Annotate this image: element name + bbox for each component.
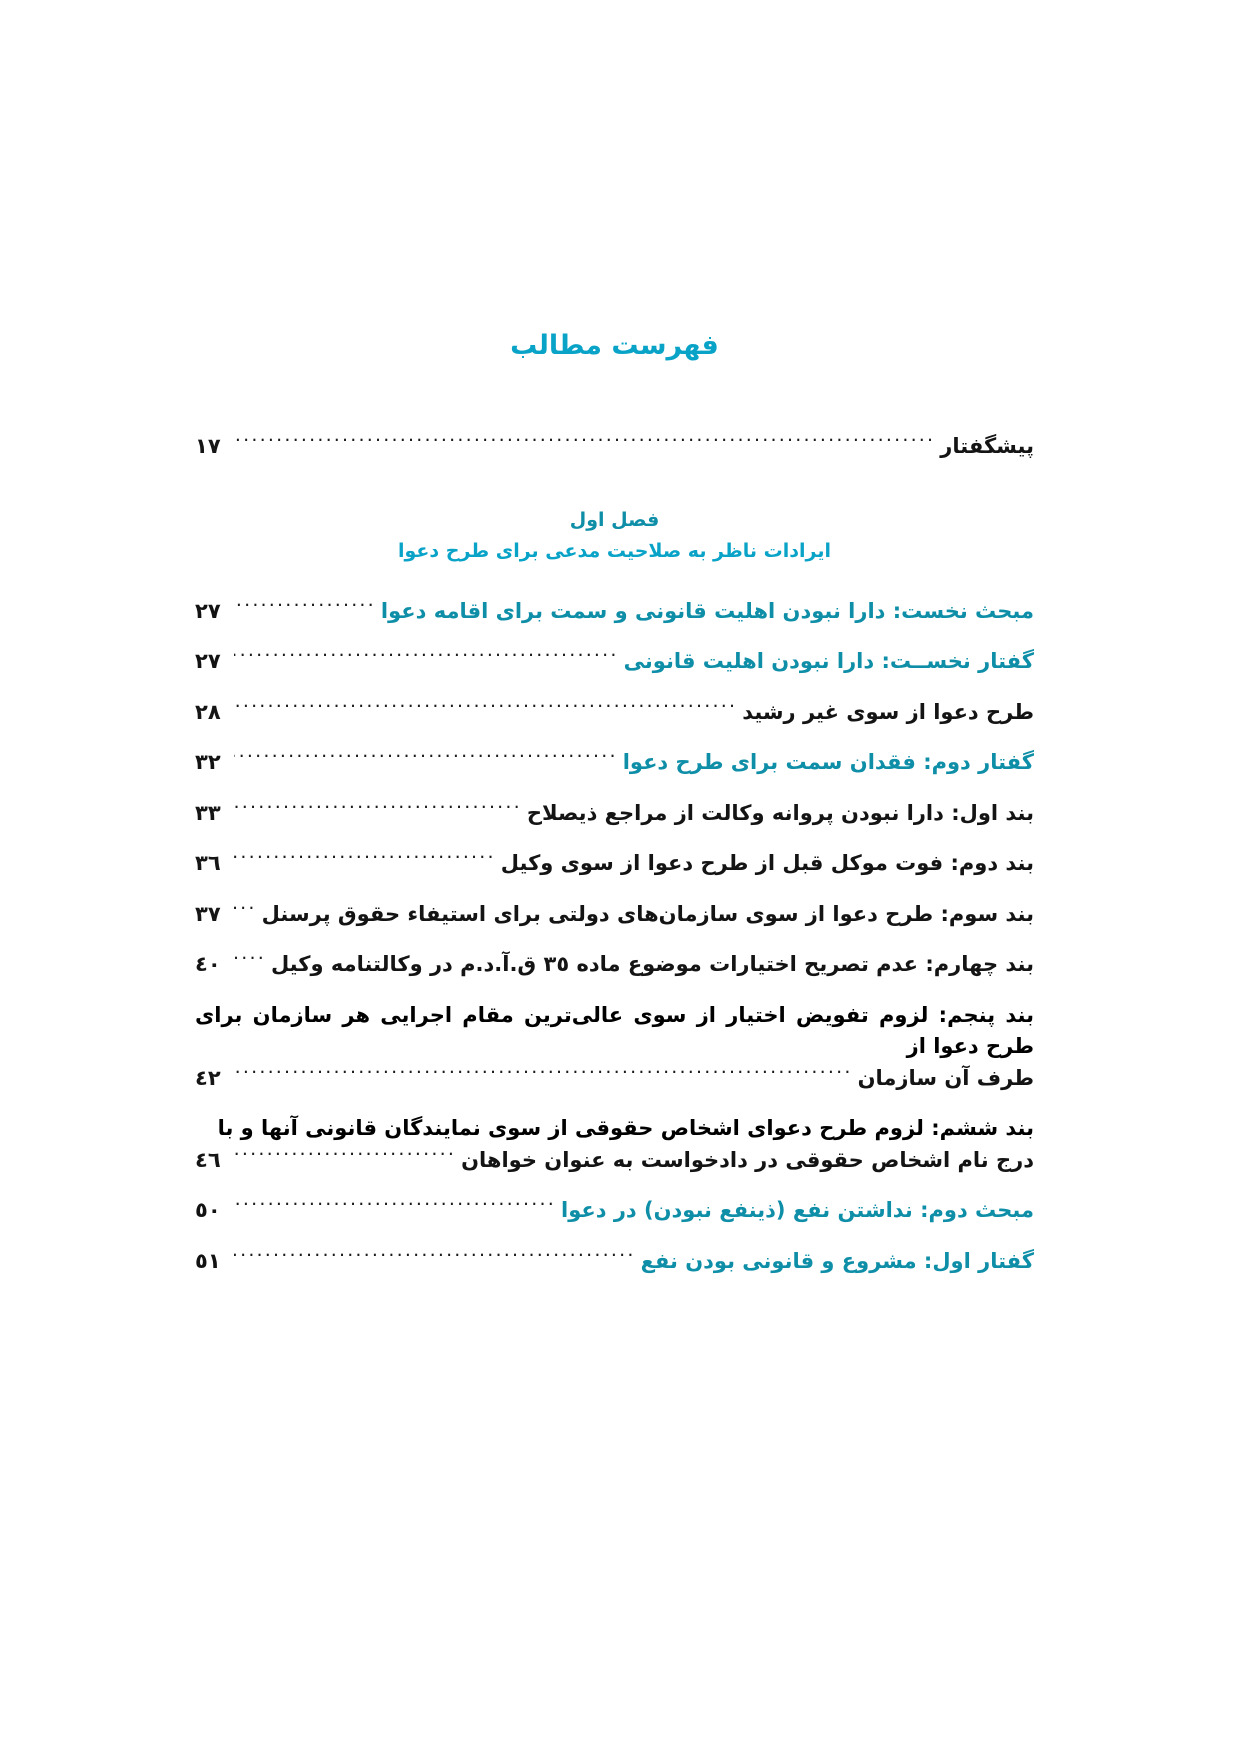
toc-entry[interactable] bbox=[195, 899, 1034, 931]
toc-entry[interactable] bbox=[195, 1113, 1034, 1176]
toc-entry-page: ٣٢ bbox=[195, 750, 221, 774]
chapter-heading bbox=[195, 509, 1034, 562]
toc-entry[interactable] bbox=[195, 697, 1034, 729]
dot-leader bbox=[234, 799, 522, 820]
dot-leader bbox=[234, 597, 376, 618]
toc-entry[interactable] bbox=[195, 747, 1034, 779]
toc-entry-list bbox=[195, 596, 1034, 1278]
dot-leader bbox=[234, 1247, 636, 1268]
dot-leader bbox=[234, 698, 737, 719]
dot-leader bbox=[234, 1196, 556, 1217]
toc-entry-label: طرح دعوا از سوی غیر رشید bbox=[742, 699, 1034, 724]
toc-entry[interactable] bbox=[195, 1000, 1034, 1095]
toc-entry[interactable] bbox=[195, 1246, 1034, 1278]
toc-entry-label: پیشگفتار bbox=[940, 434, 1034, 458]
toc-entry-page: ٢٨ bbox=[195, 699, 221, 724]
toc-entry-page: ١٧ bbox=[195, 434, 221, 458]
toc-entry-tail-row bbox=[195, 1145, 1034, 1177]
toc-entry-page: ٥٠ bbox=[195, 1198, 221, 1222]
toc-entry[interactable] bbox=[195, 949, 1034, 981]
toc-entry-label: مبحث نخست: دارا نبودن اهلیت قانونی و سمت برای اقامه دعوا bbox=[380, 598, 1034, 623]
toc-entry-page: ٥١ bbox=[195, 1248, 221, 1273]
dot-leader bbox=[234, 1146, 456, 1167]
dot-leader bbox=[234, 647, 619, 668]
toc-entry-label: بند چهارم: عدم تصریح اختیارات موضوع ماده ٣٥ ق.آ.د.م در وکالتنامه وکیل bbox=[270, 952, 1034, 976]
toc-entry-page: ٣٣ bbox=[195, 800, 221, 825]
dot-leader bbox=[234, 432, 935, 453]
toc-entry-label: مبحث دوم: نداشتن نفع (ذینفع نبودن) در دعوا bbox=[561, 1198, 1034, 1222]
dot-leader bbox=[234, 1064, 853, 1085]
toc-entry[interactable] bbox=[195, 646, 1034, 678]
toc-entry-tail-row bbox=[195, 1063, 1034, 1095]
toc-entry[interactable] bbox=[195, 848, 1034, 880]
dot-leader bbox=[234, 748, 618, 769]
dot-leader bbox=[234, 950, 266, 971]
toc-entry-page: ٢٧ bbox=[195, 649, 221, 673]
chapter-subtitle: ایرادات ناظر به صلاحیت مدعی برای طرح دعوا bbox=[397, 539, 831, 562]
toc-entry-label: بند ششم: لزوم طرح دعوای اشخاص حقوقی از سوی نمایندگان قانونی آنها و با bbox=[217, 1116, 1034, 1140]
chapter-number: فصل اول bbox=[569, 508, 660, 531]
toc-entry-page: ٤٠ bbox=[195, 952, 221, 976]
toc-entry-preface[interactable] bbox=[195, 431, 1034, 463]
dot-leader bbox=[234, 900, 257, 921]
toc-entry-label-continued: درج نام اشخاص حقوقی در دادخواست به عنوان خواهان bbox=[461, 1147, 1034, 1172]
toc-entry-label: گفتار دوم: فقدان سمت برای طرح دعوا bbox=[622, 750, 1034, 774]
toc-entry-label: بند اول: دارا نبودن پروانه وکالت از مراجع ذیصلاح bbox=[526, 800, 1034, 825]
toc-entry-page: ٣٦ bbox=[195, 851, 221, 875]
toc-entry-label: گفتار اول: مشروع و قانونی بودن نفع bbox=[640, 1248, 1034, 1273]
toc-entry-label: گفتار نخســت: دارا نبودن اهلیت قانونی bbox=[623, 649, 1034, 673]
toc-entry[interactable] bbox=[195, 596, 1034, 628]
toc-entry-page: ٣٧ bbox=[195, 901, 221, 926]
toc-content bbox=[195, 330, 1034, 1296]
toc-entry-label-continued: طرف آن سازمان bbox=[857, 1065, 1034, 1090]
toc-entry-page: ٤٦ bbox=[195, 1147, 221, 1172]
toc-entry[interactable] bbox=[195, 798, 1034, 830]
toc-entry-label: بند پنجم: لزوم تفویض اختیار از سوی عالی‌ترین مقام اجرایی هر سازمان برای طرح دعوا از bbox=[195, 1002, 1034, 1058]
toc-entry-label: بند دوم: فوت موکل قبل از طرح دعوا از سوی وکیل bbox=[500, 851, 1034, 875]
dot-leader bbox=[234, 849, 496, 870]
page-title: فهرست مطالب bbox=[510, 330, 719, 361]
toc-entry-label: بند سوم: طرح دعوا از سوی سازمان‌های دولتی برای استیفاء حقوق پرسنل bbox=[261, 901, 1034, 926]
toc-entry[interactable] bbox=[195, 1195, 1034, 1227]
toc-entry-page: ٢٧ bbox=[195, 598, 221, 623]
toc-entry-page: ٤٢ bbox=[195, 1065, 221, 1090]
